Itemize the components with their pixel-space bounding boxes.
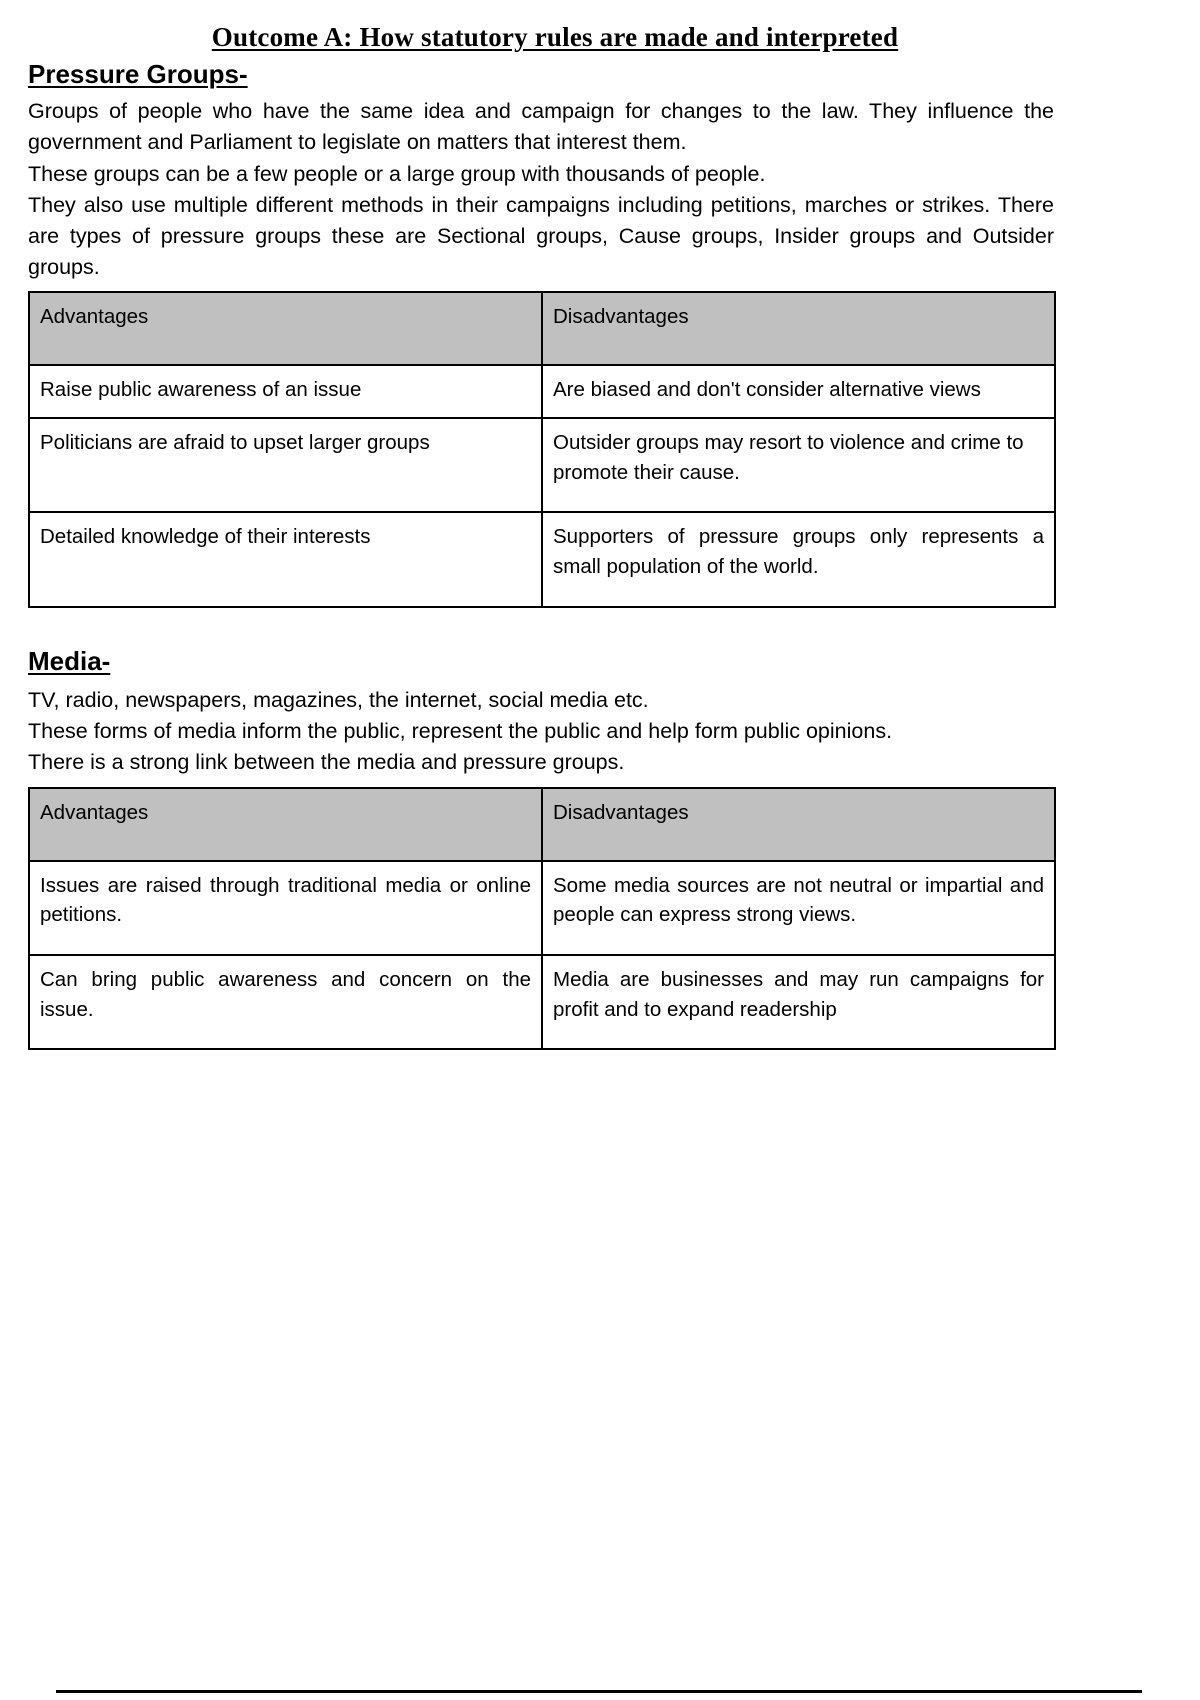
pressure-groups-table — [28, 291, 1056, 608]
cell-disadvantage: Some media sources are not neutral or impartial and people can express strong views. — [542, 861, 1055, 955]
cell-disadvantage: Media are businesses and may run campaigns for profit and to expand readership — [542, 955, 1055, 1049]
section-heading-pressure-groups: Pressure Groups- — [28, 59, 248, 90]
paragraph-media-2: These forms of media inform the public, represent the public and help form public opinions. — [28, 719, 893, 744]
paragraph-pressure-groups-2: These groups can be a few people or a large group with thousands of people. — [28, 161, 766, 186]
section-heading-media: Media- — [28, 645, 111, 676]
column-header-disadvantages: Disadvantages — [542, 292, 1055, 365]
table-header-row — [29, 788, 1055, 861]
table-header-row — [29, 292, 1055, 365]
section-media-heading-row — [28, 646, 1054, 677]
cell-disadvantage: Supporters of pressure groups only represents a small population of the world. — [542, 512, 1055, 606]
table-row — [29, 365, 1055, 418]
media-table — [28, 787, 1056, 1051]
table-row — [29, 512, 1055, 606]
table-row — [29, 418, 1055, 512]
footer-divider — [56, 1690, 1142, 1693]
cell-disadvantage: Are biased and don't consider alternative views — [542, 365, 1055, 418]
cell-advantage: Politicians are afraid to upset larger groups — [29, 418, 542, 512]
cell-disadvantage: Outsider groups may resort to violence and crime to promote their cause. — [542, 418, 1055, 512]
cell-advantage: Issues are raised through traditional media or online petitions. — [29, 861, 542, 955]
column-header-advantages: Advantages — [29, 788, 542, 861]
cell-advantage: Detailed knowledge of their interests — [29, 512, 542, 606]
table-row — [29, 861, 1055, 955]
paragraph-pressure-groups-1: Groups of people who have the same idea and campaign for changes to the law. They influence the government and Parliament to legislate on matters that interest them. — [28, 99, 1054, 155]
cell-advantage: Can bring public awareness and concern on the issue. — [29, 955, 542, 1049]
table-row — [29, 955, 1055, 1049]
paragraph-media-1: TV, radio, newspapers, magazines, the internet, social media etc. — [28, 688, 649, 713]
document-content — [28, 22, 1054, 1050]
section-pressure-groups-heading-row — [28, 59, 1054, 90]
column-header-advantages: Advantages — [29, 292, 542, 365]
column-header-disadvantages: Disadvantages — [542, 788, 1055, 861]
page-title: Outcome A: How statutory rules are made and interpreted — [211, 22, 899, 52]
paragraph-pressure-groups-3: They also use multiple different methods in their campaigns including petitions, marches or strikes. There are types of pressure groups these are Sectional groups, Cause groups, Insider groups and Outsider groups. — [28, 192, 1054, 280]
cell-advantage: Raise public awareness of an issue — [29, 365, 542, 418]
paragraph-media-3: There is a strong link between the media and pressure groups. — [28, 750, 625, 775]
